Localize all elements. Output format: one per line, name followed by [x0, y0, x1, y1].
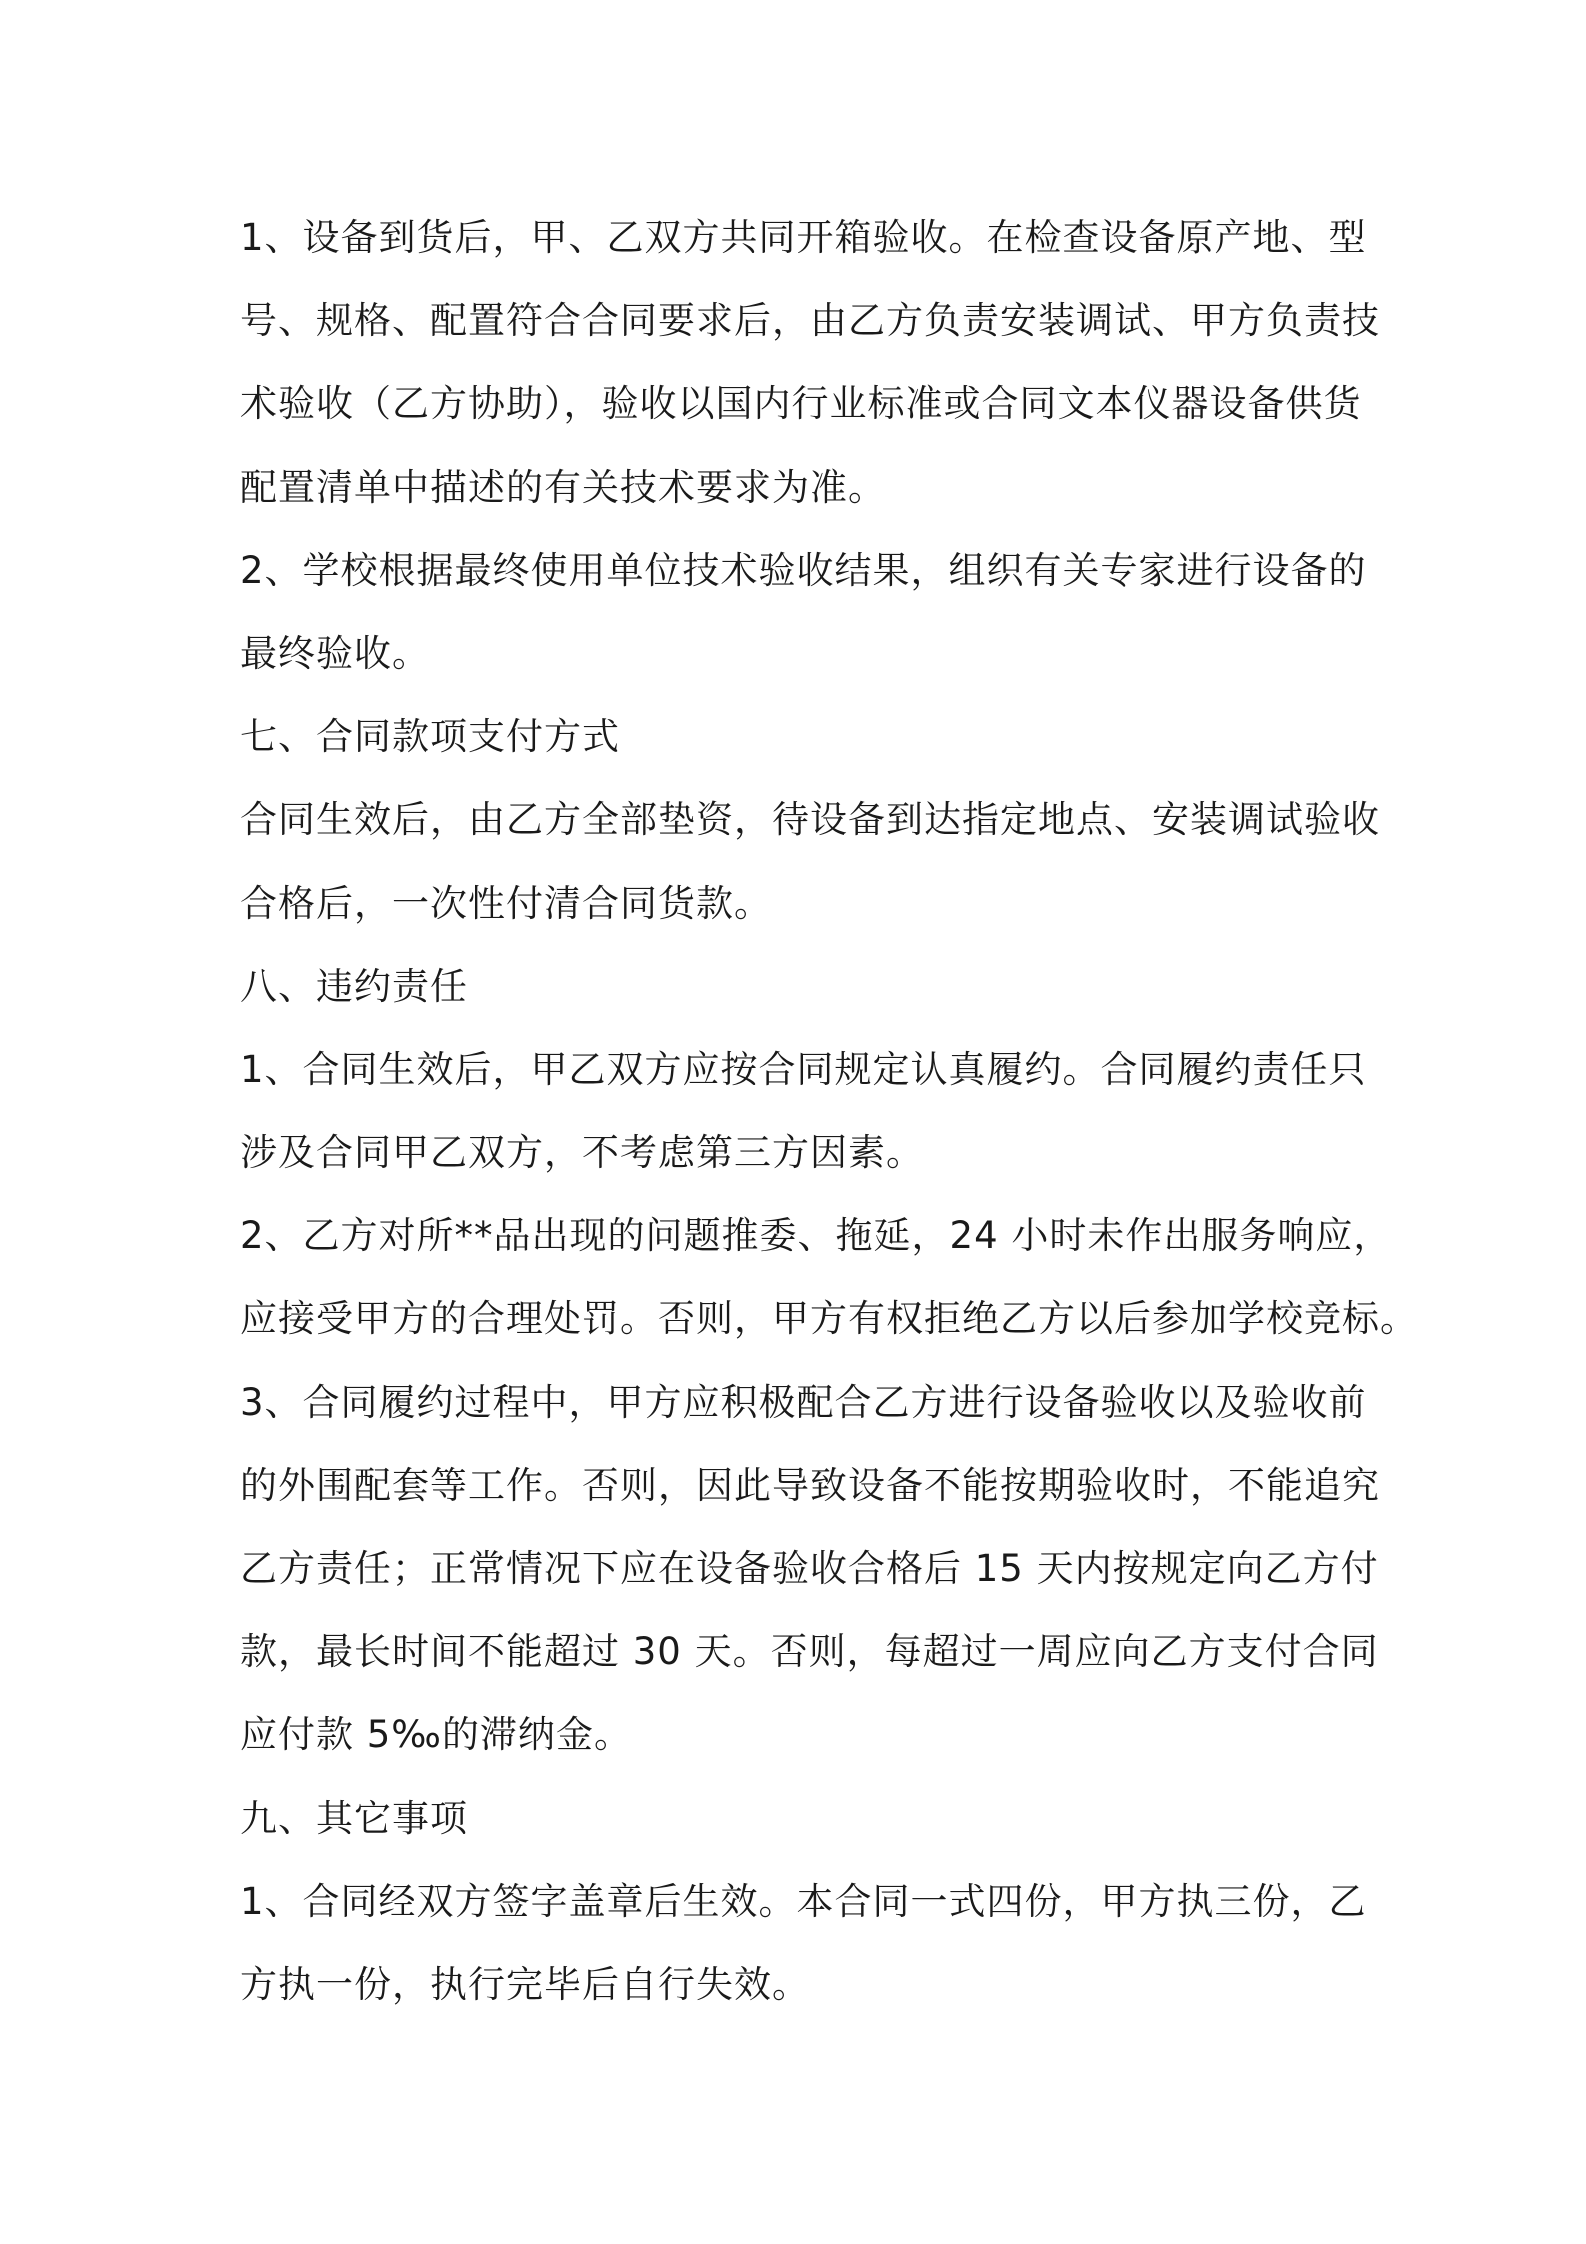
text-line: 的外围配套等工作。否则，因此导致设备不能按期验收时，不能追究 [240, 1463, 1380, 1507]
contract-body [240, 196, 1418, 2026]
text-line: 1、合同生效后，甲乙双方应按合同规定认真履约。合同履约责任只 [240, 1047, 1367, 1091]
text-line: 方执一份，执行完毕后自行失效。 [240, 1962, 810, 2006]
text-line: 应付款 5‰的滞纳金。 [240, 1713, 632, 1757]
text-line: 3、合同履约过程中，甲方应积极配合乙方进行设备验收以及验收前 [240, 1380, 1367, 1424]
text-line: 合格后，一次性付清合同货款。 [240, 881, 772, 925]
text-line: 最终验收。 [240, 631, 430, 675]
text-line: 款，最长时间不能超过 30 天。否则，每超过一周应向乙方支付合同 [240, 1630, 1379, 1674]
text-line: 1、设备到货后，甲、乙双方共同开箱验收。在检查设备原产地、型 [240, 216, 1367, 259]
text-line: 2、乙方对所**品出现的问题推委、拖延，24 小时未作出服务响应， [240, 1214, 1392, 1258]
text-line: 2、学校根据最终使用单位技术验收结果，组织有关专家进行设备的 [240, 548, 1367, 592]
text-line: 合同生效后，由乙方全部垫资，待设备到达指定地点、安装调试验收 [240, 798, 1380, 842]
text-line: 应接受甲方的合理处罚。否则，甲方有权拒绝乙方以后参加学校竞标。 [240, 1297, 1418, 1341]
section-heading: 八、违约责任 [240, 964, 468, 1008]
text-line: 配置清单中描述的有关技术要求为准。 [240, 465, 886, 509]
text-line: 号、规格、配置符合合同要求后，由乙方负责安装调试、甲方负责技 [240, 299, 1380, 343]
text-line: 1、合同经双方签字盖章后生效。本合同一式四份，甲方执三份，乙 [240, 1879, 1367, 1923]
section-heading: 九、其它事项 [240, 1796, 468, 1840]
text-line: 涉及合同甲乙双方，不考虑第三方因素。 [240, 1131, 924, 1175]
text-line: 乙方责任；正常情况下应在设备验收合格后 15 天内按规定向乙方付 [240, 1547, 1379, 1590]
section-heading: 七、合同款项支付方式 [240, 715, 620, 759]
text-line: 术验收（乙方协助），验收以国内行业标准或合同文本仪器设备供货 [240, 382, 1362, 426]
